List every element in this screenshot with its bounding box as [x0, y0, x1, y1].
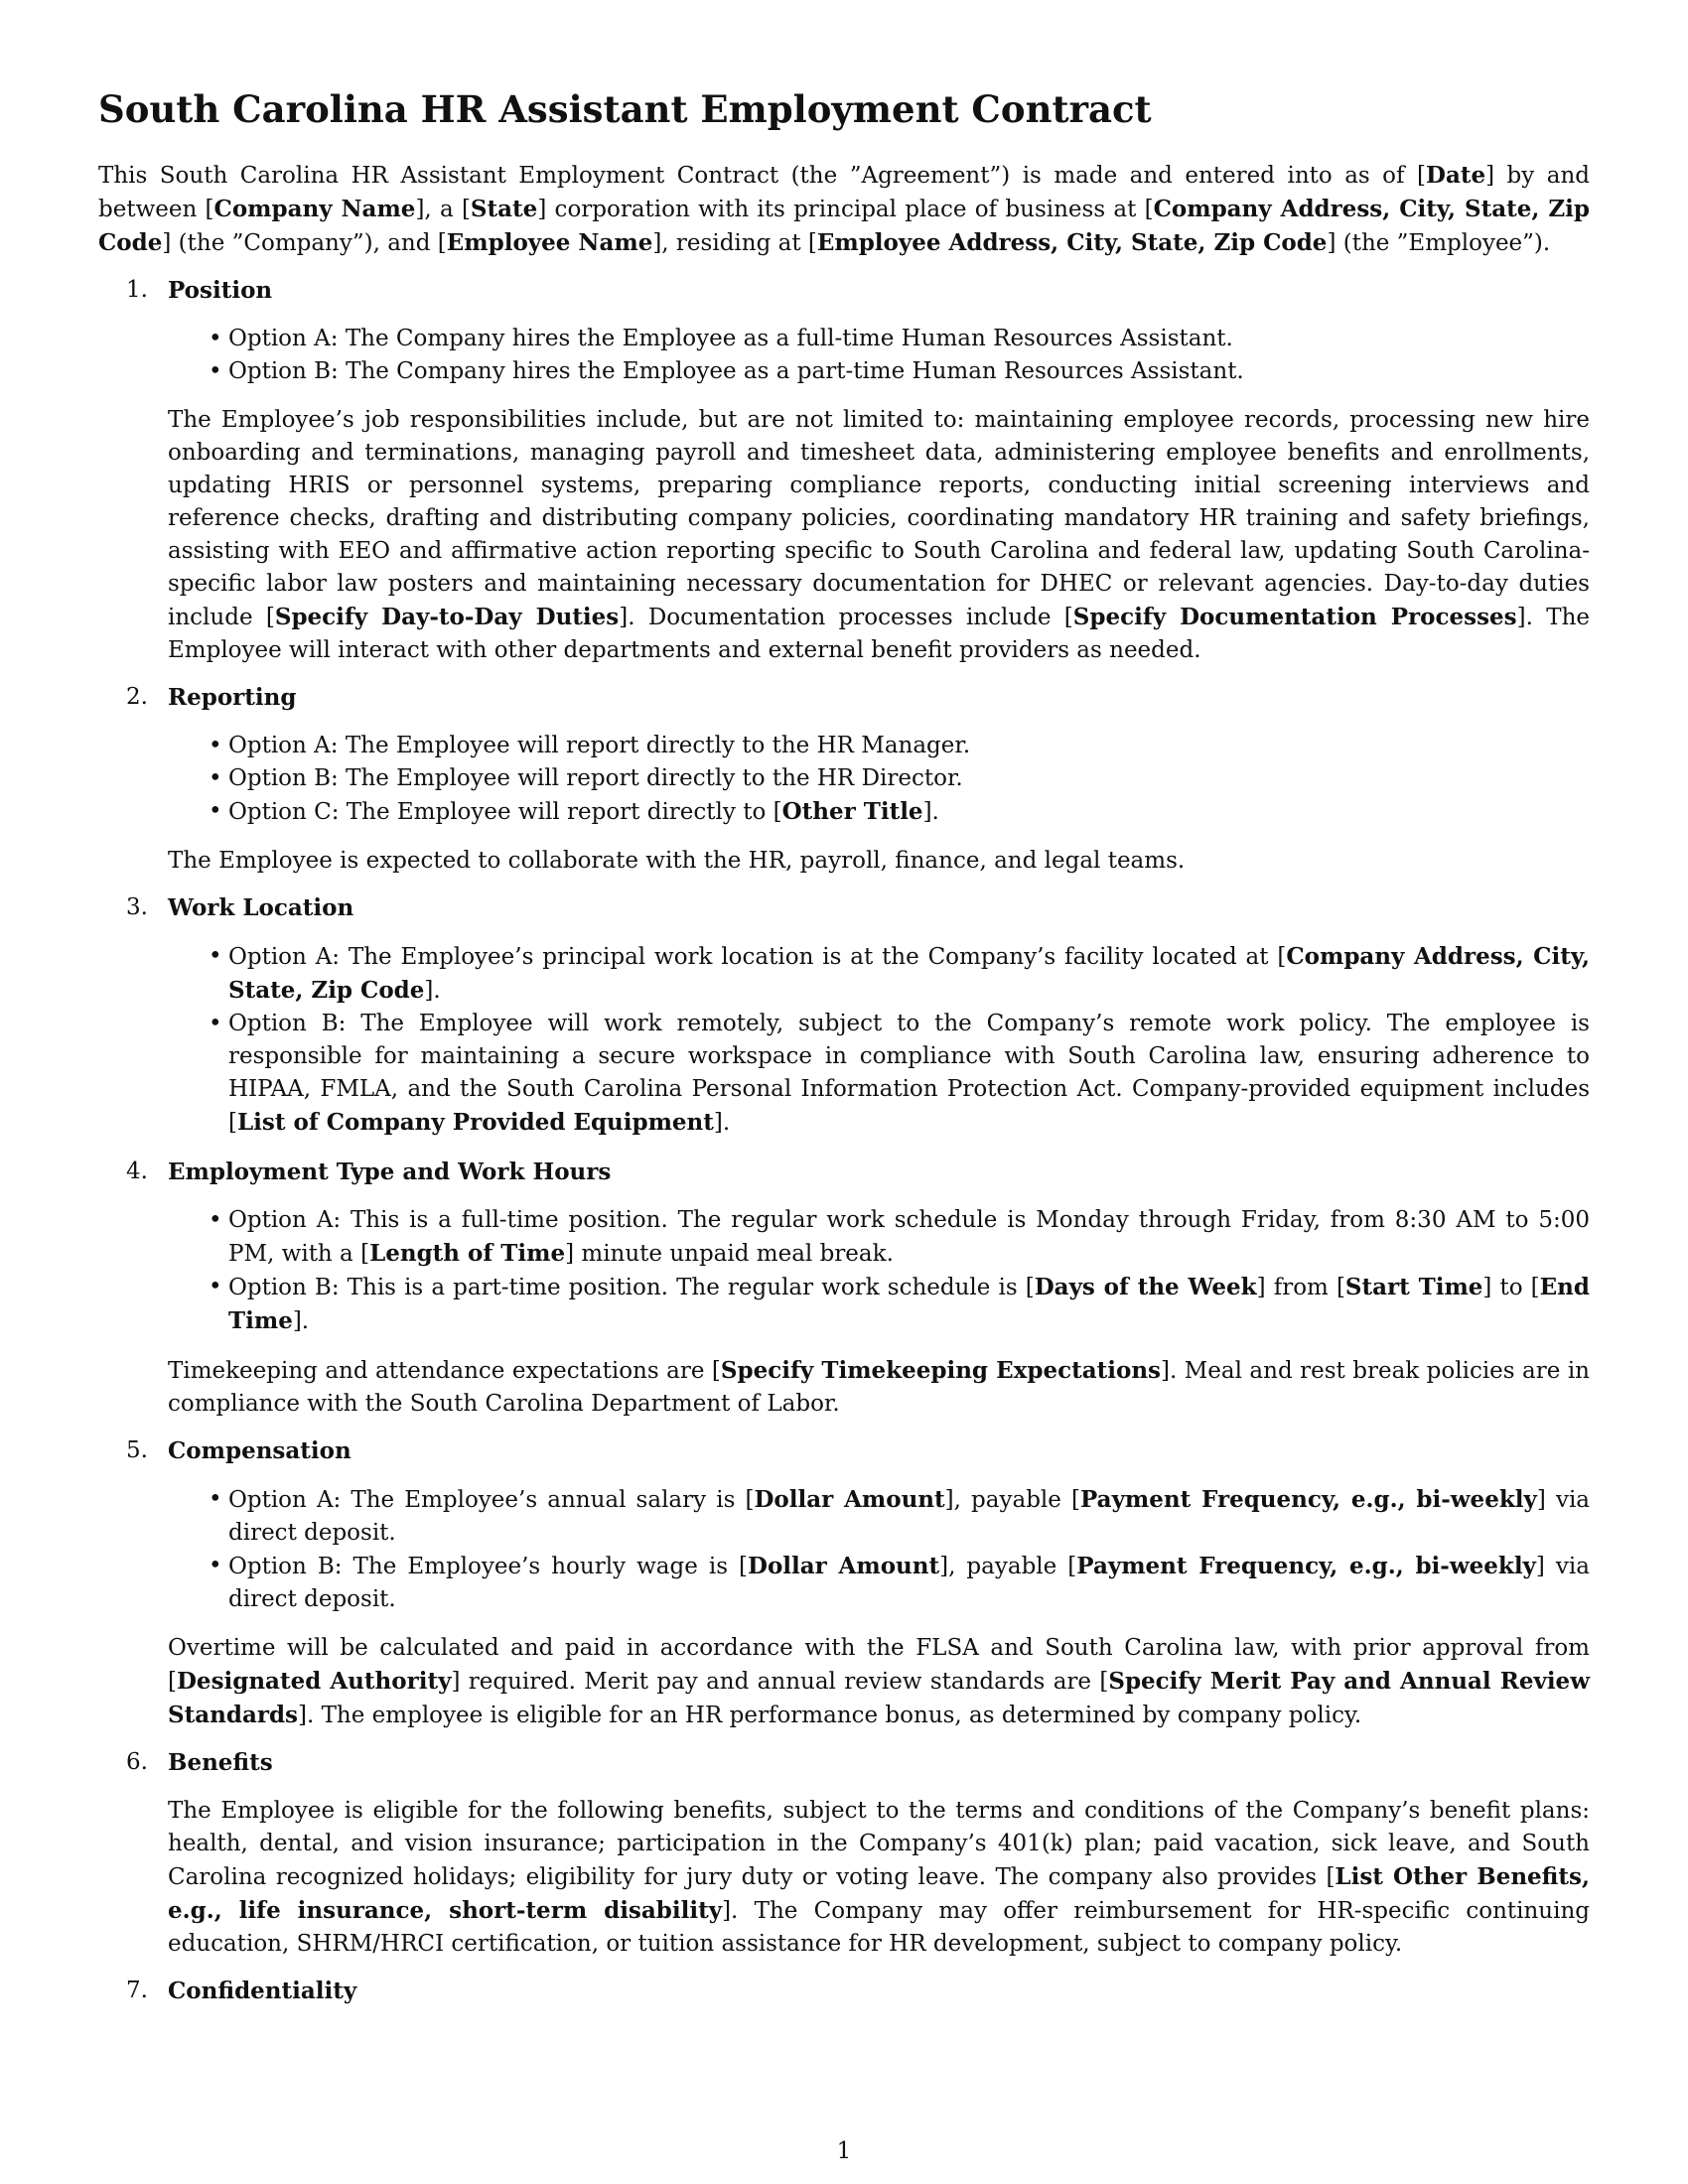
- section-title: Reporting: [168, 684, 297, 711]
- intro-text: ], residing at [: [652, 230, 817, 256]
- section-number: 6.: [126, 1749, 148, 1775]
- section-paragraph: [168, 1354, 1590, 1421]
- list-item: [209, 762, 1590, 795]
- placeholder-payment-frequency: Payment Frequency, e.g., bi-weekly: [1076, 1553, 1536, 1579]
- list-item: [209, 795, 1590, 829]
- paragraph-text: ]. The Employee will interact with other departments and external benefit providers as needed.: [168, 605, 1590, 663]
- option-text: Option A: The Employee’s annual salary is [: [228, 1487, 755, 1513]
- option-text: Option C: The Employee will report directly to [: [228, 799, 782, 825]
- option-text: ].: [713, 1110, 731, 1136]
- option-text: ] to [: [1482, 1275, 1540, 1300]
- list-item: [209, 940, 1591, 1008]
- option-text: Option B: The Employee’s hourly wage is [: [228, 1554, 748, 1579]
- section-number: 1.: [126, 277, 148, 303]
- placeholder-equipment-list: List of Company Provided Equipment: [236, 1109, 714, 1136]
- option-list: [168, 940, 1590, 1140]
- section-compensation: [98, 1434, 1590, 1732]
- list-item: [209, 730, 1590, 762]
- option-text: Option B: The Employee will work remotely, subject to the Company’s remote work policy. The employee is responsible for maintaining a secure workspace in compliance with South Carolina law, ensuring adherence to HIPAA, FMLA, and the South Carolina Personal Information Protection Act. Company-provided equipment includes [: [228, 1011, 1590, 1136]
- section-benefits: [98, 1746, 1590, 1961]
- section-title: Confidentiality: [168, 1978, 357, 2004]
- section-number: 2.: [126, 684, 148, 710]
- bullet-icon: •: [209, 765, 222, 791]
- placeholder-merit-pay: Specify Merit Pay and Annual Review Standards: [168, 1668, 1590, 1728]
- paragraph-text: ]. Meal and rest break policies are in compliance with the South Carolina Department of Labor.: [168, 1358, 1590, 1417]
- paragraph-text: ] required. Merit pay and annual review standards are [: [451, 1669, 1109, 1695]
- page-number: 1: [836, 2138, 852, 2164]
- section-employment-type: [98, 1156, 1590, 1421]
- placeholder-length-of-time: Length of Time: [369, 1240, 566, 1267]
- section-title: Benefits: [168, 1749, 273, 1776]
- paragraph-text: Timekeeping and attendance expectations are [: [168, 1358, 721, 1384]
- option-text: ].: [922, 799, 939, 825]
- section-number: 4.: [126, 1159, 148, 1184]
- option-text: Option A: This is a full-time position. The regular work schedule is Monday through Friday, from 8:30 AM to 5:00 PM, with a [: [228, 1207, 1590, 1267]
- section-title: Compensation: [168, 1437, 352, 1464]
- placeholder-payment-frequency: Payment Frequency, e.g., bi-weekly: [1079, 1486, 1537, 1513]
- section-heading: [126, 681, 1590, 714]
- intro-text: ], a [: [415, 197, 471, 222]
- option-text: ] via direct deposit.: [228, 1554, 1590, 1612]
- section-reporting: [98, 681, 1590, 878]
- bullet-icon: •: [209, 1274, 222, 1299]
- placeholder-other-title: Other Title: [781, 798, 923, 825]
- intro-paragraph: [98, 159, 1590, 260]
- placeholder-start-time: Start Time: [1344, 1274, 1483, 1300]
- section-paragraph: [168, 1632, 1590, 1732]
- option-text: Option A: The Employee will report directly to the HR Manager.: [228, 733, 971, 758]
- section-position: [98, 274, 1590, 667]
- list-item: [209, 1271, 1590, 1338]
- option-list: [168, 323, 1590, 388]
- option-text: ].: [424, 978, 441, 1004]
- list-item: [209, 355, 1590, 388]
- section-heading: [126, 891, 1590, 924]
- section-paragraph: [168, 404, 1590, 667]
- paragraph-text: ]. The Company may offer reimbursement for HR-specific continuing education, SHRM/HRCI certification, or tuition assistance for HR development, subject to company policy.: [168, 1898, 1590, 1957]
- option-text: ], payable [: [939, 1554, 1077, 1579]
- bullet-icon: •: [209, 1207, 222, 1233]
- list-item: [209, 1008, 1590, 1140]
- placeholder-day-to-day-duties: Specify Day-to-Day Duties: [274, 604, 620, 630]
- document-body: [98, 79, 1590, 2023]
- section-confidentiality: [98, 1975, 1590, 2007]
- section-paragraph: [168, 1795, 1590, 1961]
- section-number: 3.: [126, 894, 148, 920]
- document-title: South Carolina HR Assistant Employment Contract: [98, 87, 1152, 131]
- placeholder-employee-name: Employee Name: [446, 229, 653, 256]
- placeholder-end-time: End Time: [228, 1274, 1590, 1334]
- section-title: Employment Type and Work Hours: [168, 1159, 612, 1185]
- intro-text: ] by and between [: [98, 163, 1590, 222]
- placeholder-company-address: Company Address, City, State, Zip Code: [228, 943, 1591, 1004]
- bullet-icon: •: [209, 358, 222, 384]
- option-text: Option A: The Employee’s principal work location is at the Company’s facility located at [: [228, 944, 1287, 970]
- section-heading: [126, 274, 1590, 307]
- placeholder-company-address: Company Address, City, State, Zip Code: [98, 196, 1590, 256]
- section-number: 5.: [126, 1437, 148, 1463]
- section-title: Work Location: [168, 894, 354, 921]
- placeholder-employee-address: Employee Address, City, State, Zip Code: [816, 229, 1328, 256]
- placeholder-dollar-amount: Dollar Amount: [754, 1486, 945, 1513]
- placeholder-timekeeping: Specify Timekeeping Expectations: [720, 1357, 1162, 1384]
- placeholder-date: Date: [1426, 162, 1486, 189]
- placeholder-designated-authority: Designated Authority: [176, 1668, 452, 1695]
- option-text: Option B: This is a part-time position. The regular work schedule is [: [228, 1275, 1035, 1300]
- option-text: ].: [292, 1308, 310, 1334]
- section-work-location: [98, 891, 1590, 1140]
- placeholder-documentation-processes: Specify Documentation Processes: [1072, 604, 1517, 630]
- bullet-icon: •: [209, 943, 222, 969]
- paragraph-text: ]. Documentation processes include [: [619, 605, 1073, 630]
- bullet-icon: •: [209, 798, 222, 824]
- bullet-icon: •: [209, 326, 222, 351]
- section-number: 7.: [126, 1978, 148, 2003]
- option-text: ], payable [: [944, 1487, 1080, 1513]
- section-heading: [126, 1746, 1590, 1779]
- section-heading: [126, 1156, 1590, 1188]
- option-text: ] via direct deposit.: [228, 1487, 1591, 1546]
- bullet-icon: •: [209, 733, 222, 758]
- placeholder-dollar-amount: Dollar Amount: [748, 1553, 940, 1579]
- placeholder-company-name: Company Name: [213, 196, 416, 222]
- list-item: [209, 1483, 1591, 1550]
- list-item: [209, 1550, 1590, 1616]
- option-text: ] minute unpaid meal break.: [565, 1241, 894, 1267]
- section-title: Position: [168, 277, 273, 304]
- list-item: [209, 1204, 1590, 1271]
- paragraph-text: ]. The employee is eligible for an HR performance bonus, as determined by company policy.: [298, 1703, 1362, 1728]
- section-heading: [126, 1975, 1590, 2007]
- option-list: [168, 1483, 1590, 1616]
- section-heading: [126, 1434, 1590, 1467]
- option-text: ] from [: [1256, 1275, 1345, 1300]
- intro-text: ] corporation with its principal place of business at [: [537, 197, 1154, 222]
- option-list: [168, 1204, 1590, 1338]
- option-text: Option A: The Company hires the Employee as a full-time Human Resources Assistant.: [228, 326, 1233, 351]
- paragraph-text: The Employee’s job responsibilities include, but are not limited to: maintaining employee records, processing new hire onboarding and terminations, managing payroll and timesheet data, administering employee benefits and enrollments, updating HRIS or personnel systems, preparing compliance reports, conducting initial screening interviews and reference checks, drafting and distributing company policies, coordinating mandatory HR training and safety briefings, assisting with EEO and affirmative action reporting specific to South Carolina and federal law, updating South Carolina-specific labor law posters and maintaining necessary documentation for DHEC or relevant agencies. Day-to-day duties include [: [168, 407, 1590, 630]
- placeholder-days-of-week: Days of the Week: [1034, 1274, 1257, 1300]
- placeholder-state: State: [470, 196, 538, 222]
- paragraph-text: Overtime will be calculated and paid in accordance with the FLSA and South Carolina law, with prior approval from [: [168, 1635, 1590, 1695]
- bullet-icon: •: [209, 1486, 222, 1512]
- intro-text: This South Carolina HR Assistant Employment Contract (the ”Agreement”) is made and entered into as of [: [98, 163, 1426, 189]
- bullet-icon: •: [209, 1553, 222, 1578]
- option-list: [168, 730, 1590, 829]
- bullet-icon: •: [209, 1011, 222, 1036]
- list-item: [209, 323, 1590, 355]
- placeholder-other-benefits: List Other Benefits, e.g., life insurance, short-term disability: [168, 1863, 1590, 1924]
- intro-text: ] (the ”Employee”).: [1327, 230, 1551, 256]
- section-paragraph: The Employee is expected to collaborate with the HR, payroll, finance, and legal teams.: [168, 848, 1186, 874]
- option-text: Option B: The Company hires the Employee as a part-time Human Resources Assistant.: [228, 358, 1244, 384]
- option-text: Option B: The Employee will report directly to the HR Director.: [228, 765, 963, 791]
- intro-text: ] (the ”Company”), and [: [162, 230, 447, 256]
- paragraph-text: The Employee is eligible for the following benefits, subject to the terms and conditions of the Company’s benefit plans: health, dental, and vision insurance; participation in the Company’s 401(k) plan; paid vacation, sick leave, and South Carolina recognized holidays; eligibility for jury duty or voting leave. The company also provides [: [168, 1798, 1590, 1890]
